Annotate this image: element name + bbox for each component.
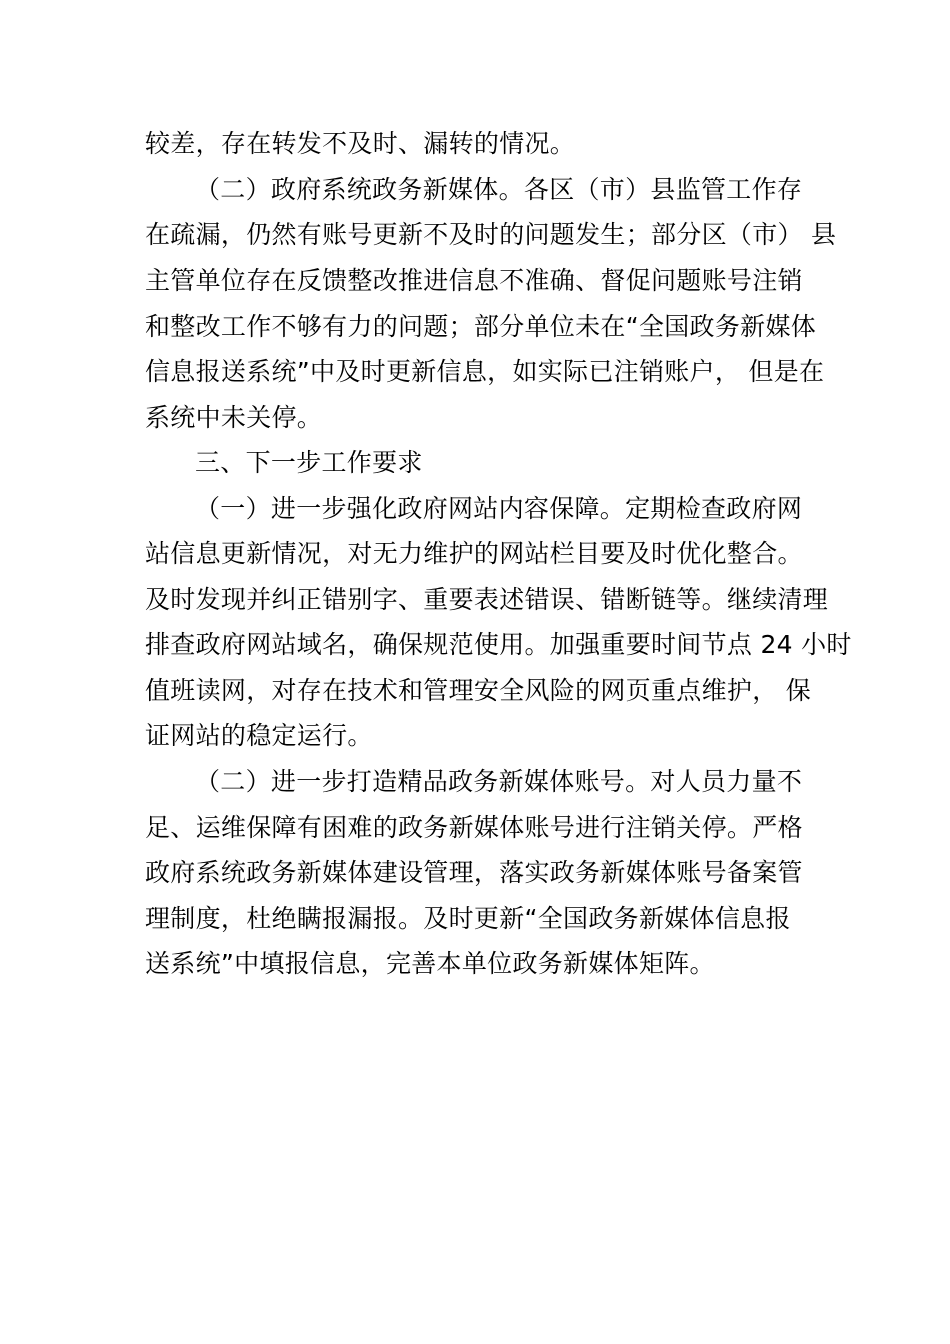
text-line: 及时发现并纠正错别字、重要表述错误、错断链等。继续清理 <box>145 585 829 614</box>
text-line: 证网站的稳定运行。 <box>145 721 373 750</box>
text-line: 值班读网，对存在技术和管理安全风险的网页重点维护， 保 <box>145 676 812 705</box>
text-line: 政府系统政务新媒体建设管理，落实政务新媒体账号备案管 <box>145 858 803 887</box>
text-line: 在疏漏，仍然有账号更新不及时的问题发生；部分区（市） 县 <box>145 220 837 249</box>
text-line: 排查政府网站域名，确保规范使用。加强重要时间节点 24 小时 <box>145 630 852 659</box>
text-line: 信息报送系统”中及时更新信息，如实际已注销账户， 但是在 <box>145 357 825 386</box>
text-line: 理制度，杜绝瞒报漏报。及时更新“全国政务新媒体信息报 <box>145 904 791 933</box>
text-line: （一）进一步强化政府网站内容保障。定期检查政府网 <box>195 494 803 523</box>
text-line: 主管单位存在反馈整改推进信息不准确、督促问题账号注销 <box>145 266 803 295</box>
text-line: （二）政府系统政务新媒体。各区（市）县监管工作存 <box>195 175 803 204</box>
text-line: 较差，存在转发不及时、漏转的情况。 <box>145 129 576 158</box>
text-line: 站信息更新情况，对无力维护的网站栏目要及时优化整合。 <box>145 539 803 568</box>
text-line: （二）进一步打造精品政务新媒体账号。对人员力量不 <box>195 767 803 796</box>
text-line: 足、运维保障有困难的政务新媒体账号进行注销关停。严格 <box>145 813 803 842</box>
section-heading: 三、下一步工作要求 <box>195 448 423 477</box>
text-line: 和整改工作不够有力的问题；部分单位未在“全国政务新媒体 <box>145 312 817 341</box>
text-line: 系统中未关停。 <box>145 403 323 432</box>
text-line: 送系统”中填报信息，完善本单位政务新媒体矩阵。 <box>145 949 715 978</box>
